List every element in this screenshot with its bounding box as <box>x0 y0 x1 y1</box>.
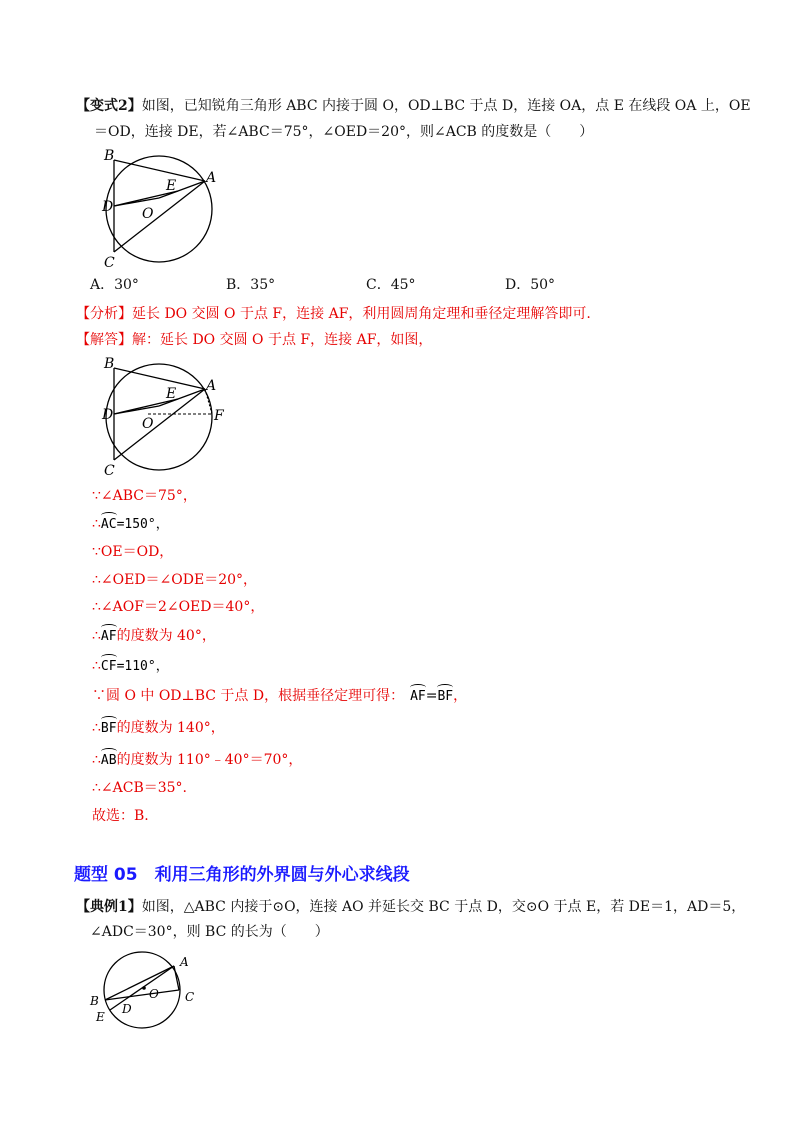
step-10-suffix: 的度数为 110°﹣40°＝70°， <box>116 752 303 768</box>
step-9-arc: BF <box>101 719 117 739</box>
step-12: 故选：B. <box>92 808 149 824</box>
fig2-label-a: A <box>206 378 217 394</box>
fig3-label-e: E <box>96 1010 105 1024</box>
example-line-1 <box>76 897 745 917</box>
figure-1 <box>96 146 226 270</box>
fig2-label-f: F <box>214 408 224 424</box>
step-2-suffix: =150°， <box>116 517 169 532</box>
fig2-label-o: O <box>142 416 154 432</box>
section-title: 题型 05 利用三角形的外界圆与外心求线段 <box>74 865 410 885</box>
fig2-label-d: D <box>102 407 114 423</box>
analysis-text: 【分析】延长 DO 交圆 O 于点 F，连接 AF，利用圆周角定理和垂径定理解答即可. <box>76 306 591 322</box>
option-c: C．45° <box>366 277 416 293</box>
variant-line-2: ＝OD，连接 DE，若∠ABC＝75°，∠OED＝20°，则∠ACB 的度数是（ ） <box>94 124 594 140</box>
example-tag: 【典例1】 <box>76 899 142 915</box>
step-7-suffix: =110°， <box>116 659 169 674</box>
fig3-line-ae <box>110 966 174 1010</box>
step-9-prefix: ∴ <box>92 720 101 736</box>
step-2 <box>92 514 169 535</box>
fig3-label-c: C <box>185 990 195 1004</box>
fig3-label-o: O <box>149 987 159 1001</box>
fig1-label-b: B <box>104 148 115 164</box>
fig1-label-o: O <box>142 206 154 222</box>
step-5: ∴∠AOF＝2∠OED＝40°， <box>92 599 265 615</box>
step-7 <box>92 656 169 677</box>
step-8 <box>92 686 467 707</box>
figure-3 <box>88 950 208 1030</box>
option-a: A．30° <box>90 277 139 293</box>
fig3-label-d: D <box>122 1002 132 1016</box>
step-3: ∵OE＝OD， <box>92 544 174 560</box>
fig2-label-c: C <box>104 463 115 479</box>
variant-text-1: 如图，已知锐角三角形 ABC 内接于圆 O，OD⊥BC 于点 D，连接 OA，点 E 在线段 OA 上，OE <box>141 98 751 114</box>
step-10 <box>92 750 302 771</box>
step-1: ∵∠ABC＝75°， <box>92 488 197 504</box>
step-8-arc-2: BF <box>437 687 453 707</box>
fig1-line-ba <box>114 160 205 181</box>
fig3-circle <box>104 952 180 1028</box>
step-2-prefix: ∴ <box>92 516 101 532</box>
fig1-line-ca <box>114 181 205 252</box>
fig2-line-ba <box>114 368 205 389</box>
option-b: B．35° <box>226 277 276 293</box>
solution-head: 【解答】解：延长 DO 交圆 O 于点 F，连接 AF，如图， <box>76 332 433 348</box>
step-7-prefix: ∴ <box>92 658 101 674</box>
fig2-line-ca <box>114 389 205 460</box>
step-7-arc: CF <box>101 657 117 677</box>
example-text-1: 如图，△ABC 内接于⊙O，连接 AO 并延长交 BC 于点 D，交⊙O 于点 E，若 DE＝1，AD＝5， <box>141 899 746 915</box>
fig1-label-e: E <box>166 178 177 194</box>
option-d: D．50° <box>505 277 556 293</box>
fig2-label-e: E <box>166 386 177 402</box>
step-6-prefix: ∴ <box>92 628 101 644</box>
step-8-text: ∵圆 O 中 OD⊥BC 于点 D，根据垂径定理可得： <box>92 688 405 704</box>
step-8-arc-1: AF <box>410 687 426 707</box>
step-9-suffix: 的度数为 140°， <box>116 720 225 736</box>
fig3-center-dot <box>142 986 146 990</box>
fig2-label-b: B <box>104 356 115 372</box>
example-line-2: ∠ADC＝30°，则 BC 的长为（ ） <box>90 924 329 940</box>
fig3-label-b: B <box>90 994 99 1008</box>
step-9 <box>92 718 225 739</box>
variant-tag: 【变式2】 <box>76 98 142 114</box>
fig1-label-a: A <box>206 170 217 186</box>
step-4: ∴∠OED＝∠ODE＝20°， <box>92 572 258 588</box>
step-2-arc: AC <box>101 515 117 535</box>
step-8-end: ， <box>453 688 468 704</box>
step-6-arc: AF <box>101 627 117 647</box>
step-10-arc: AB <box>101 751 117 771</box>
step-8-eq: = <box>425 688 438 704</box>
fig1-label-d: D <box>102 199 114 215</box>
step-6 <box>92 626 216 647</box>
figure-2 <box>96 354 230 480</box>
fig3-label-a: A <box>180 955 189 969</box>
step-11: ∴∠ACB＝35°. <box>92 780 188 796</box>
fig1-label-c: C <box>104 255 115 270</box>
step-10-prefix: ∴ <box>92 752 101 768</box>
step-6-suffix: 的度数为 40°， <box>116 628 216 644</box>
variant-line-1 <box>76 96 751 116</box>
